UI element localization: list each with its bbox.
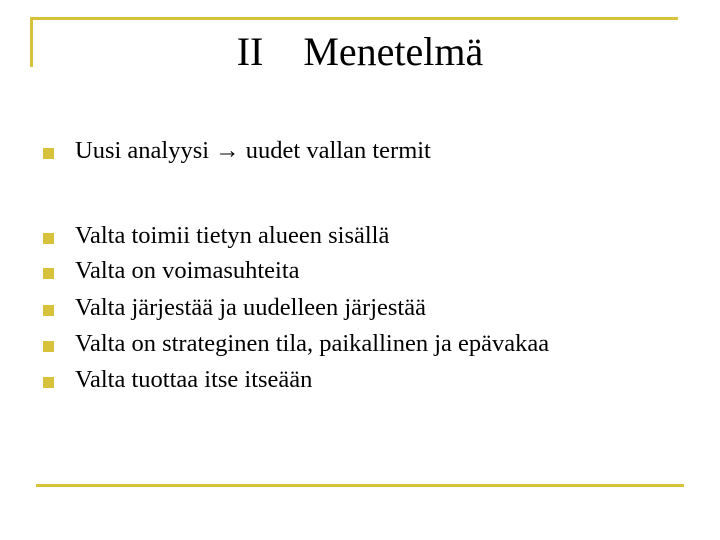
- bullet-item: [43, 364, 313, 396]
- bullet-text: Valta on strateginen tila, paikallinen ja epävakaa: [75, 330, 550, 357]
- top-rule: [30, 17, 678, 20]
- bullet-item: [43, 328, 550, 360]
- square-bullet-icon: [43, 341, 54, 352]
- bullet-item: [43, 255, 300, 287]
- bullet-text: Valta on voimasuhteita: [75, 257, 300, 284]
- square-bullet-icon: [43, 377, 54, 388]
- bullet-text: Valta toimii tietyn alueen sisällä: [75, 222, 390, 249]
- bullet-text: Valta tuottaa itse itseään: [75, 366, 313, 393]
- square-bullet-icon: [43, 148, 54, 159]
- bullet-text: Uusi analyysi → uudet vallan termit: [75, 137, 431, 164]
- square-bullet-icon: [43, 305, 54, 316]
- bullet-text: Valta järjestää ja uudelleen järjestää: [75, 294, 426, 321]
- bullet-item: [43, 292, 426, 324]
- square-bullet-icon: [43, 233, 54, 244]
- bullet-item: [43, 220, 390, 252]
- bullet-item: [43, 135, 431, 167]
- square-bullet-icon: [43, 268, 54, 279]
- slide-title: II Menetelmä: [236, 29, 484, 74]
- bottom-rule: [36, 484, 684, 487]
